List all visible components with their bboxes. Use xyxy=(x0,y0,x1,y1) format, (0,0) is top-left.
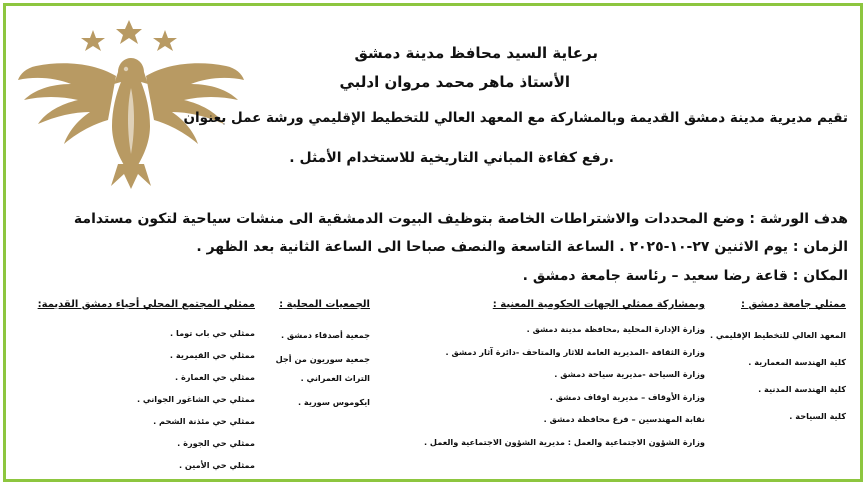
column-title: ممثلي المجتمع المحلي أحياء دمشق القديمة: xyxy=(37,299,255,310)
list-item: ممثلي حي الشاغور الجواني . xyxy=(136,394,255,404)
workshop-time: الزمان : يوم الاثنين ٢٧-١٠-٢٠٢٥ . الساعة التاسعة والنصف صباحا الى الساعة الثانية بعد الظهر . xyxy=(196,239,848,255)
invitation-frame xyxy=(3,3,863,482)
ngo-column xyxy=(255,299,370,417)
list-item: ممثلي حي الجورة . xyxy=(177,438,255,448)
workshop-place: المكان : قاعة رضا سعيد – رئاسة جامعة دمشق . xyxy=(522,268,848,284)
column-title: ممثلي جامعة دمشق : xyxy=(741,299,846,310)
column-title: الجمعيات المحلية : xyxy=(279,299,370,310)
star-icon xyxy=(116,20,142,44)
column-title: وبمشاركة ممثلي الجهات الحكومية المعنية : xyxy=(492,299,705,310)
list-item: وزارة الأوقاف – مديرية اوقاف دمشق . xyxy=(549,391,705,402)
list-item: ممثلي حي باب توما . xyxy=(170,328,255,338)
star-icon xyxy=(81,30,105,51)
community-column xyxy=(37,299,255,482)
workshop-title: .رفع كفاءة المباني التاريخية للاستخدام الأمثل . xyxy=(289,150,614,166)
list-item: ممثلي حي القيمرية . xyxy=(169,350,255,360)
university-column xyxy=(709,299,846,438)
workshop-goal: هدف الورشة : وضع المحددات والاشتراطات الخاصة بتوظيف البيوت الدمشقية الى منشات سياحية لتكون مستدامة xyxy=(73,211,848,227)
list-item: وزارة الثقافة -المديرية العامة للاثار والمتاحف -دائرة آثار دمشق . xyxy=(445,346,705,357)
list-item: المعهد العالي للتخطيط الإقليمي . xyxy=(709,330,846,340)
list-item: ممثلي حي الأمين . xyxy=(178,460,255,470)
list-item: وزارة الشؤون الاجتماعية والعمل : مديرية الشؤون الاجتماعية والعمل . xyxy=(423,436,705,447)
list-item: جمعية سوريون من أجل التراث العمراني . xyxy=(275,354,370,383)
list-item: كلية السياحة . xyxy=(789,411,846,421)
list-item: جمعية أصدقاء دمشق . xyxy=(280,330,370,340)
list-item: وزارة السياحة -مديرية سياحة دمشق . xyxy=(554,369,705,379)
list-item: كلية الهندسة المدنية . xyxy=(758,384,846,394)
government-column xyxy=(405,299,705,459)
patron-name: الأستاذ ماهر محمد مروان ادلبي xyxy=(339,73,570,91)
star-icon xyxy=(153,30,177,51)
list-item: كلية الهندسة المعمارية . xyxy=(748,357,846,367)
intro-text: تقيم مديرية مدينة دمشق القديمة وبالمشاركة مع المعهد العالي للتخطيط الإقليمي ورشة عمل بعنوان xyxy=(183,110,848,126)
list-item: ممثلي حي العمارة . xyxy=(175,372,255,382)
list-item: ممثلي حي مئذنة الشحم . xyxy=(153,416,255,426)
list-item: نقابة المهندسين – فرع محافظة دمشق . xyxy=(543,414,705,424)
list-item: وزارة الإدارة المحلية ,محافظة مدينة دمشق . xyxy=(526,324,705,334)
patron-line: برعاية السيد محافظ مدينة دمشق xyxy=(354,44,598,62)
eagle-emblem-icon xyxy=(16,14,246,189)
list-item: ايكوموس سورية . xyxy=(297,397,370,407)
